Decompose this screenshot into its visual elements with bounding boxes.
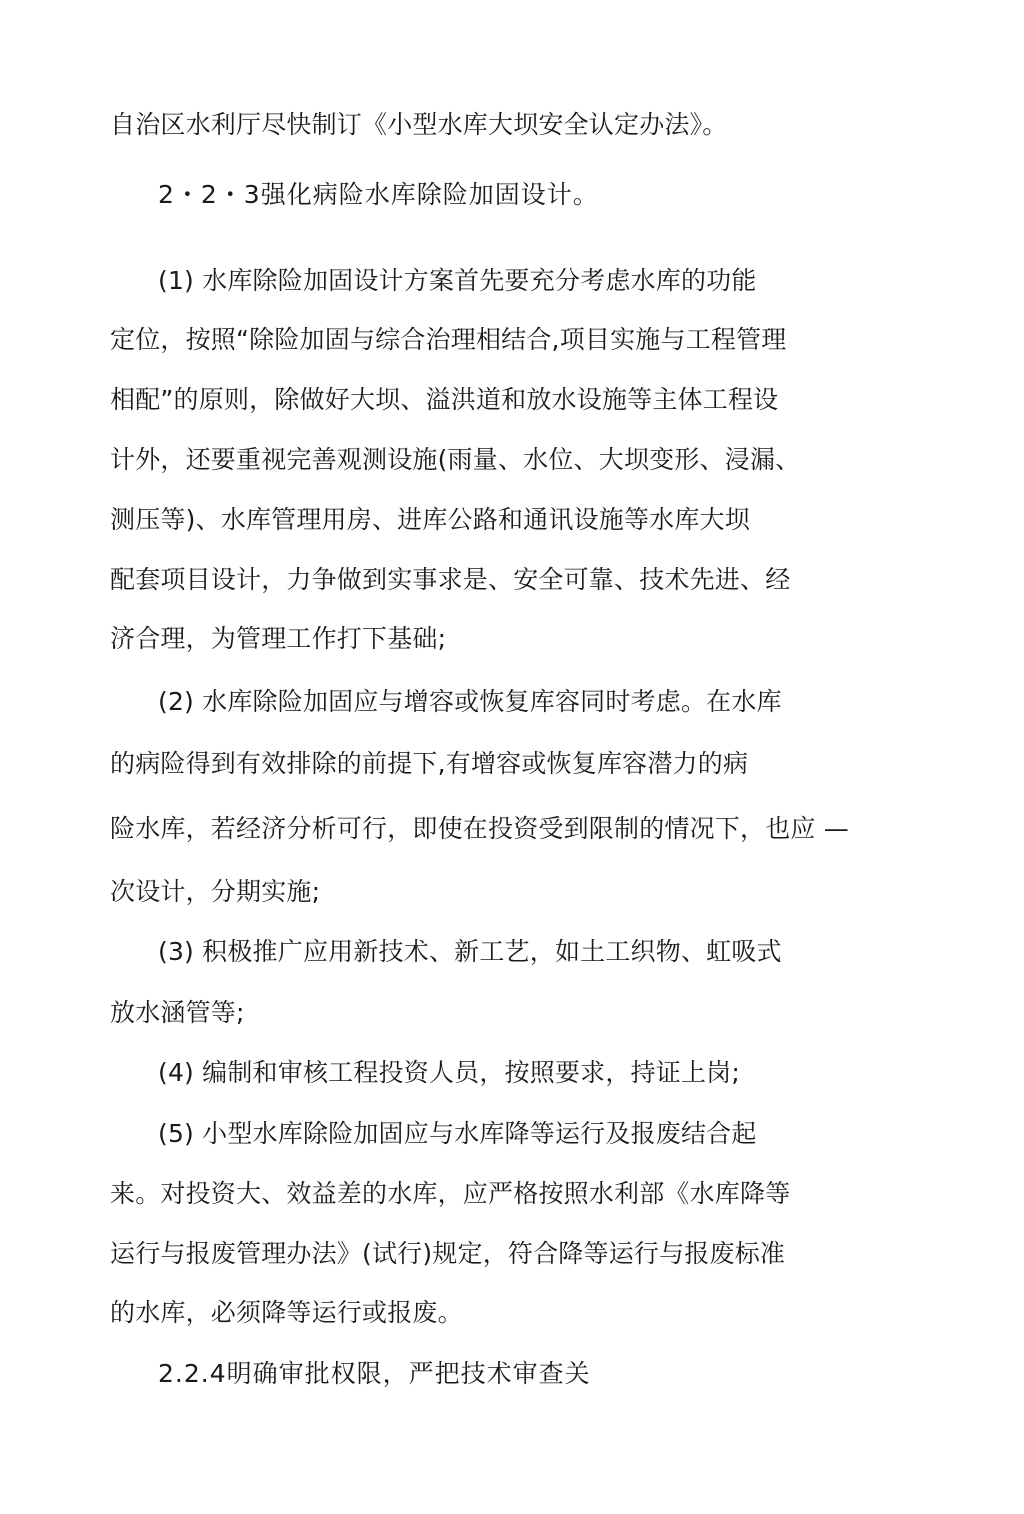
text-line: 相配”的原则，除做好大坝、溢洪道和放水设施等主体工程设 <box>110 385 779 414</box>
text-line: (3) 积极推广应用新技术、新工艺，如土工织物、虹吸式 <box>158 937 782 966</box>
text-line: 自治区水利厅尽快制订《小型水库大坝安全认定办法》。 <box>110 110 728 139</box>
text-line: 的水库，必须降等运行或报废。 <box>110 1298 463 1327</box>
text-line: (4) 编制和审核工程投资人员，按照要求，持证上岗; <box>158 1058 740 1087</box>
text-line: 测压等)、水库管理用房、进库公路和通讯设施等水库大坝 <box>110 505 750 534</box>
text-line: 的病险得到有效排除的前提下,有增容或恢复库容潜力的病 <box>110 749 749 778</box>
text-line: 计外，还要重视完善观测设施(雨量、水位、大坝变形、浸漏、 <box>110 445 801 474</box>
text-line: 济合理，为管理工作打下基础; <box>110 624 447 653</box>
text-line: 定位，按照“除险加固与综合治理相结合,项目实施与工程管理 <box>110 325 787 354</box>
text-line: (1) 水库除险加固设计方案首先要充分考虑水库的功能 <box>158 266 757 295</box>
section-heading: 2.2.4明确审批权限，严把技术审查关 <box>158 1359 591 1388</box>
text-line: 放水涵管等; <box>110 998 245 1027</box>
text-line: 来。对投资大、效益差的水库，应严格按照水利部《水库降等 <box>110 1179 791 1208</box>
text-line: 险水库，若经济分析可行，即使在投资受到限制的情况下，也应 — <box>110 814 849 843</box>
text-line: (5) 小型水库除险加固应与水库降等运行及报废结合起 <box>158 1119 757 1148</box>
text-line: 运行与报废管理办法》(试行)规定，符合降等运行与报废标准 <box>110 1239 786 1268</box>
section-heading: 2・2・3强化病险水库除险加固设计。 <box>158 180 599 209</box>
text-line: (2) 水库除险加固应与增容或恢复库容同时考虑。在水库 <box>158 687 782 716</box>
text-line: 次设计，分期实施; <box>110 877 321 906</box>
text-line: 配套项目设计，力争做到实事求是、安全可靠、技术先进、经 <box>110 565 791 594</box>
